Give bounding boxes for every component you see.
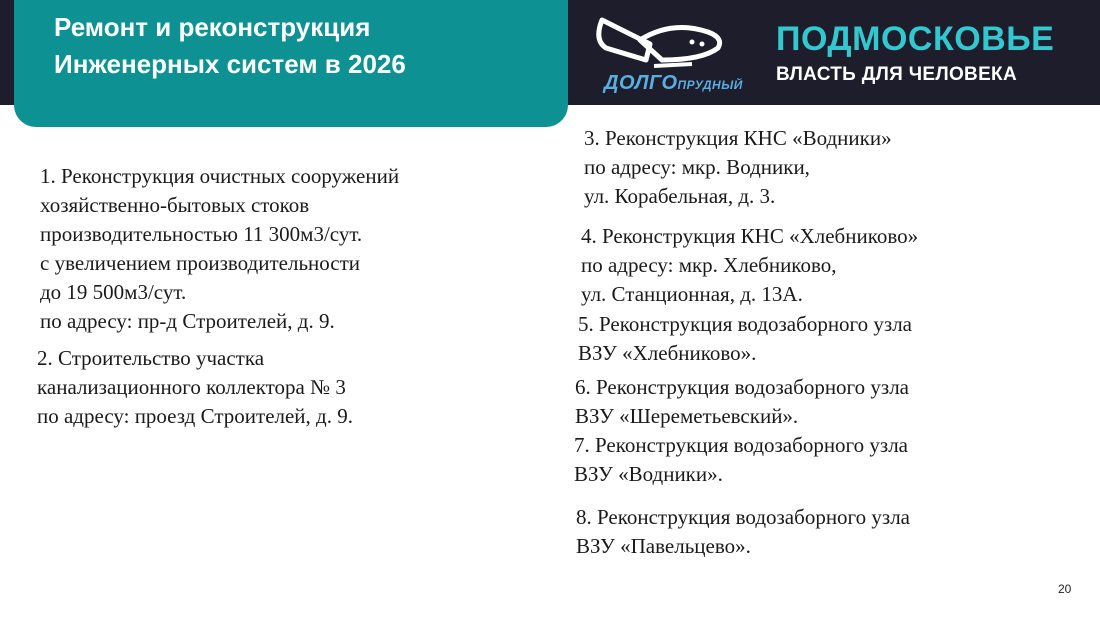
- list-item: [40, 162, 399, 336]
- list-item-line: ул. Корабельная, д. 3.: [584, 184, 776, 208]
- list-item-line: ВЗУ «Шереметьевский».: [575, 404, 799, 428]
- list-item: [574, 431, 908, 489]
- page-title-line-1: Ремонт и реконструкция: [54, 12, 371, 42]
- logo-city-small: ПРУДНЫЙ: [677, 78, 743, 92]
- title-panel: [14, 0, 568, 127]
- list-item-line: 4. Реконструкция КНС «Хлебниково»: [581, 224, 919, 248]
- list-item-line: с увеличением производительности: [40, 251, 361, 275]
- list-item: [578, 310, 912, 368]
- list-item-line: 6. Реконструкция водозаборного узла: [575, 375, 909, 399]
- list-item-line: ВЗУ «Павельцево».: [576, 534, 751, 558]
- list-item-line: 7. Реконструкция водозаборного узла: [574, 433, 908, 457]
- list-item: [581, 222, 918, 309]
- logo-city-big: ДОЛГО: [604, 72, 678, 94]
- list-item-line: 1. Реконструкция очистных сооружений: [40, 164, 400, 188]
- brand-subtitle: ВЛАСТЬ ДЛЯ ЧЕЛОВЕКА: [776, 64, 1017, 85]
- list-item-line: 3. Реконструкция КНС «Водники»: [584, 126, 892, 150]
- list-item-line: по адресу: мкр. Хлебниково,: [581, 253, 837, 277]
- list-item-line: до 19 500м3/сут.: [40, 280, 187, 304]
- list-item-line: ВЗУ «Хлебниково».: [578, 341, 757, 365]
- list-item-line: 8. Реконструкция водозаборного узла: [576, 505, 910, 529]
- list-item-line: по адресу: пр-д Строителей, д. 9.: [40, 309, 335, 333]
- brand-title: ПОДМОСКОВЬЕ: [776, 20, 1055, 58]
- list-item-line: по адресу: мкр. Водники,: [584, 155, 810, 179]
- page-title-line-2: Инженерных систем в 2026: [54, 49, 406, 79]
- list-item-line: ул. Станционная, д. 13А.: [581, 282, 803, 306]
- list-item: [575, 373, 909, 431]
- page-number: 20: [1058, 582, 1072, 596]
- list-item-line: хозяйственно-бытовых стоков: [40, 193, 310, 217]
- logo-city-name: [604, 72, 743, 95]
- list-item: [576, 503, 910, 561]
- list-item-line: ВЗУ «Водники».: [574, 462, 723, 486]
- list-item-line: производительностью 11 300м3/сут.: [40, 222, 363, 246]
- list-item-line: канализационного коллектора № 3: [37, 375, 346, 399]
- list-item: [37, 344, 353, 431]
- list-item-line: 2. Строительство участка: [37, 346, 265, 370]
- list-item: [584, 124, 892, 211]
- list-item-line: по адресу: проезд Строителей, д. 9.: [37, 404, 353, 428]
- list-item-line: 5. Реконструкция водозаборного узла: [578, 312, 912, 336]
